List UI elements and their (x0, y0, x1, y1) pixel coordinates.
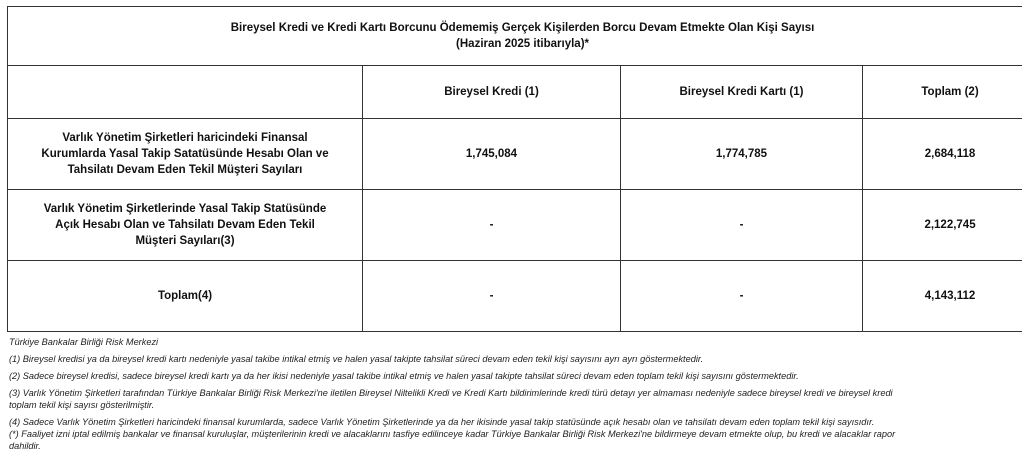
header-bireysel-kredi: Bireysel Kredi (1) (363, 66, 621, 119)
cell-kredi: - (363, 261, 621, 332)
title-row (8, 7, 1022, 66)
row-label-line: Varlık Yönetim Şirketleri haricindeki Finansal (62, 132, 308, 144)
cell-toplam: 2,684,118 (863, 119, 1022, 190)
footnote-2: (2) Sadece bireysel kredisi, sadece bireysel kredi kartı ya da her ikisi nedeniyle yasal takibe intikal etmiş ve halen yasal takipte tahsilat süreci devam eden toplam tekil kişi sayısını göstermektedir. (9, 371, 799, 381)
header-empty (8, 66, 363, 119)
cell-toplam: 2,122,745 (863, 190, 1022, 261)
cell-kredi: - (363, 190, 621, 261)
row-label (8, 190, 363, 261)
table-row (8, 261, 1022, 332)
title-line-1: Bireysel Kredi ve Kredi Kartı Borcunu Ödememiş Gerçek Kişilerden Borcu Devam Etmekte Olan Kişi Sayısı (230, 22, 815, 34)
table-row (8, 119, 1022, 190)
cell-toplam: 4,143,112 (863, 261, 1022, 332)
data-table (7, 6, 1022, 332)
row-label-line: Açık Hesabı Olan ve Tahsilatı Devam Eden Tekil (55, 219, 315, 231)
footnote-1: (1) Bireysel kredisi ya da bireysel kredi kartı nedeniyle yasal takibe intikal etmiş ve halen yasal takipte tahsilat süreci devam eden tekil kişi sayısını ayrı ayrı göstermektedir. (9, 354, 704, 364)
title-line-2: (Haziran 2025 itibarıyla)* (456, 38, 589, 50)
row-label (8, 261, 363, 332)
footnote-3-line-2: toplam tekil kişi sayısı gösterilmiştir. (9, 400, 155, 410)
footnote-star-line-2: dahildir. (9, 441, 41, 451)
cell-kart: - (621, 261, 863, 332)
table-row (8, 190, 1022, 261)
footnote-4: (4) Sadece Varlık Yönetim Şirketleri haricindeki finansal kurumlarda, sadece Varlık Yönetim Şirketlerinde ya da her ikisinde yasal takip statüsünde açık hesabı olan ve tahsilatı devam eden toplam tekil kişi sayısıdır. (9, 417, 875, 427)
row-label-line: Kurumlarda Yasal Takip Satatüsünde Hesabı Olan ve (41, 148, 329, 160)
row-label (8, 119, 363, 190)
row-label-line: Tahsilatı Devam Eden Tekil Müşteri Sayıları (67, 164, 303, 176)
source-note: Türkiye Bankalar Birliği Risk Merkezi (9, 337, 159, 347)
footnote-star-line-1: (*) Faaliyet izni iptal edilmiş bankalar ve finansal kuruluşlar, müşterilerinin kredi ve alacaklarını tasfiye edilinceye kadar Türkiye Bankalar Birliği Risk Merkezi'ne bildirmeye devam etmekte olup, bu kredi ve alacaklar rapor (9, 429, 896, 439)
cell-kart: 1,774,785 (621, 119, 863, 190)
footnotes (9, 336, 1022, 452)
cell-kredi: 1,745,084 (363, 119, 621, 190)
row-label-line: Müşteri Sayıları(3) (135, 235, 235, 247)
table-title (8, 7, 1022, 66)
header-bireysel-kredi-karti: Bireysel Kredi Kartı (1) (621, 66, 863, 119)
header-row (8, 66, 1022, 119)
footnote-3-line-1: (3) Varlık Yönetim Şirketleri tarafından Türkiye Bankalar Birliği Risk Merkezi'ne iletilen Bireysel Niltelikli Kredi ve Kredi Kartı bildirimlerinde kredi türü detayı yer almaması nedeniyle sadece bireysel kredi ve bireysel kredi (9, 388, 893, 398)
row-label-line: Toplam(4) (157, 290, 213, 302)
header-toplam: Toplam (2) (863, 66, 1022, 119)
cell-kart: - (621, 190, 863, 261)
row-label-line: Varlık Yönetim Şirketlerinde Yasal Takip Statüsünde (43, 203, 327, 215)
